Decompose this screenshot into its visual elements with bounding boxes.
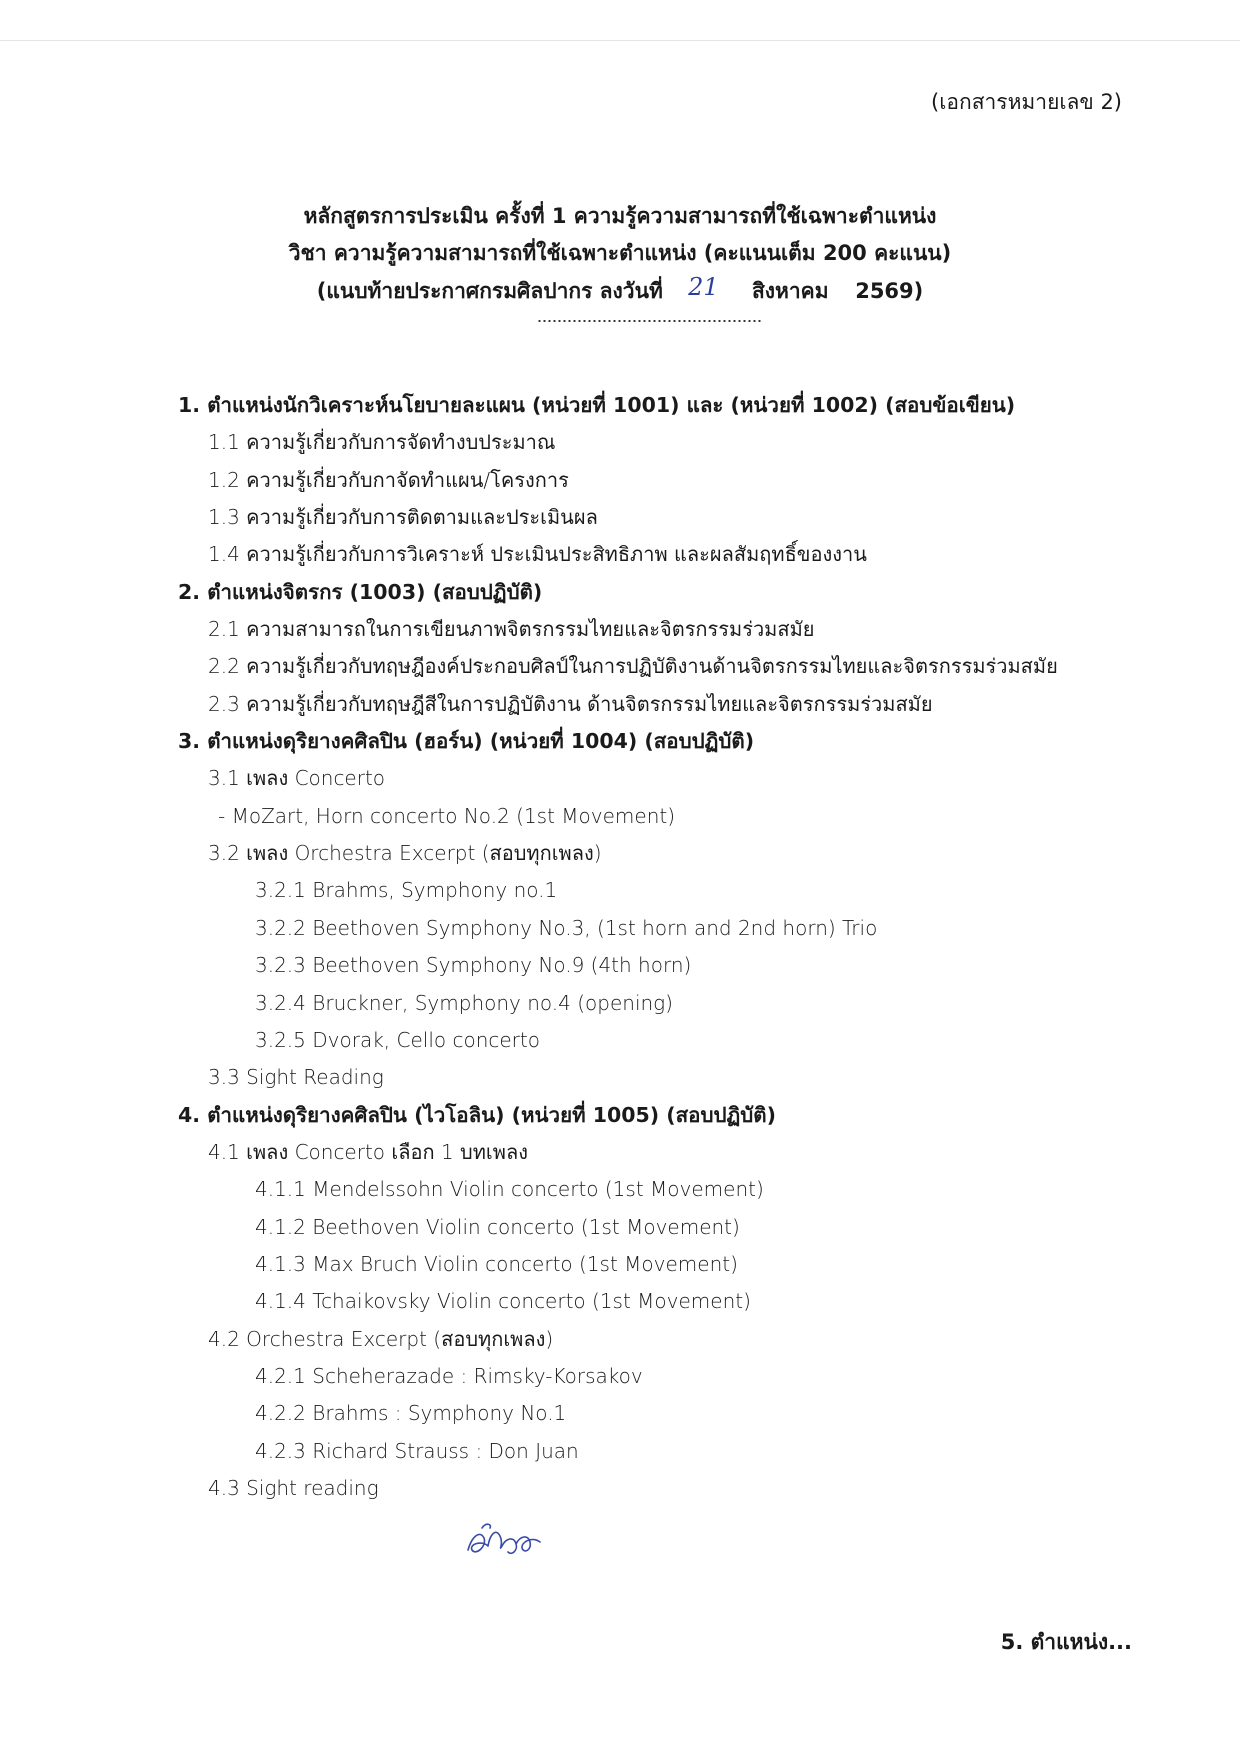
outline-item: 3.2.5 Dvorak, Cello concerto xyxy=(255,1027,540,1052)
attachment-year: 2569) xyxy=(855,279,924,303)
outline-item: 1.1 ความรู้เกี่ยวกับการจัดทำงบประมาณ xyxy=(208,430,556,455)
outline-item: 4.2.3 Richard Strauss : Don Juan xyxy=(255,1438,579,1463)
outline-item: 3.1 เพลง Concerto xyxy=(208,766,386,791)
outline-item: 4.2.1 Scheherazade : Rimsky-Korsakov xyxy=(255,1363,643,1388)
outline-item: 3.2 เพลง Orchestra Excerpt (สอบทุกเพลง) xyxy=(208,841,602,866)
outline-item: 3.2.4 Bruckner, Symphony no.4 (opening) xyxy=(255,990,673,1015)
header-title-line: หลักสูตรการประเมิน ครั้งที่ 1 ความรู้ความสามารถที่ใช้เฉพาะตำแหน่ง xyxy=(303,204,937,228)
header-attachment-line xyxy=(0,272,1240,310)
continuation-note: 5. ตำแหน่ง... xyxy=(1000,1630,1132,1654)
attachment-month: สิงหาคม xyxy=(751,279,829,303)
section-heading: 3. ตำแหน่งดุริยางคศิลปิน (ฮอร์น) (หน่วยที่ 1004) (สอบปฏิบัติ) xyxy=(178,729,755,754)
outline-item: 4.1.4 Tchaikovsky Violin concerto (1st Movement) xyxy=(255,1289,751,1314)
handwritten-signature xyxy=(462,1516,552,1566)
section-heading: 4. ตำแหน่งดุริยางคศิลปิน (ไวโอลิน) (หน่วยที่ 1005) (สอบปฏิบัติ) xyxy=(178,1102,776,1127)
outline-item: 3.2.2 Beethoven Symphony No.3, (1st horn and 2nd horn) Trio xyxy=(255,915,878,940)
document-header xyxy=(0,198,1240,310)
attachment-prefix: (แนบท้ายประกาศกรมศิลปากร ลงวันที่ xyxy=(316,279,663,303)
outline-item: 3.2.3 Beethoven Symphony No.9 (4th horn) xyxy=(255,953,692,978)
outline-item: 3.3 Sight Reading xyxy=(208,1065,384,1090)
page-top-border xyxy=(0,40,1240,41)
outline-item: 3.2.1 Brahms, Symphony no.1 xyxy=(255,878,558,903)
outline-item: 1.2 ความรู้เกี่ยวกับกาจัดทำแผน/โครงการ xyxy=(208,467,569,492)
outline-item: - MoZart, Horn concerto No.2 (1st Movement) xyxy=(218,803,676,828)
outline-item: 4.1.2 Beethoven Violin concerto (1st Movement) xyxy=(255,1214,740,1239)
section-heading: 2. ตำแหน่งจิตรกร (1003) (สอบปฏิบัติ) xyxy=(178,579,543,604)
outline-item: 4.1.3 Max Bruch Violin concerto (1st Movement) xyxy=(255,1251,738,1276)
outline-item: 4.1.1 Mendelssohn Violin concerto (1st Movement) xyxy=(255,1177,764,1202)
outline-item: 2.3 ความรู้เกี่ยวกับทฤษฎีสีในการปฏิบัติงาน ด้านจิตรกรรมไทยและจิตรกรรมร่วมสมัย xyxy=(208,691,933,716)
outline-item: 4.1 เพลง Concerto เลือก 1 บทเพลง xyxy=(208,1139,528,1164)
handwritten-day: 21 xyxy=(688,273,719,301)
header-subject-line: วิชา ความรู้ความสามารถที่ใช้เฉพาะตำแหน่ง (คะแนนเต็ม 200 คะแนน) xyxy=(288,241,952,265)
outline-item: 4.2.2 Brahms : Symphony No.1 xyxy=(255,1401,567,1426)
course-outline-list xyxy=(178,387,1178,1507)
section-heading: 1. ตำแหน่งนักวิเคราะห์นโยบายละแผน (หน่วยที่ 1001) และ (หน่วยที่ 1002) (สอบข้อเขียน) xyxy=(178,393,1016,417)
outline-item: 2.1 ความสามารถในการเขียนภาพจิตรกรรมไทยและจิตรกรรมร่วมสมัย xyxy=(208,617,815,642)
outline-item: 2.2 ความรู้เกี่ยวกับทฤษฎีองค์ประกอบศิลป์ในการปฏิบัติงานด้านจิตรกรรมไทยและจิตรกรรมร่วมสมัย xyxy=(208,654,1058,679)
outline-item: 4.2 Orchestra Excerpt (สอบทุกเพลง) xyxy=(208,1326,554,1351)
outline-item: 4.3 Sight reading xyxy=(208,1475,379,1500)
outline-item: 1.4 ความรู้เกี่ยวกับการวิเคราะห์ ประเมินประสิทธิภาพ และผลสัมฤทธิ์ของงาน xyxy=(208,542,867,567)
dotted-separator xyxy=(537,320,762,322)
document-number: (เอกสารหมายเลข 2) xyxy=(931,90,1122,114)
outline-item: 1.3 ความรู้เกี่ยวกับการติดตามและประเมินผล xyxy=(208,505,598,530)
